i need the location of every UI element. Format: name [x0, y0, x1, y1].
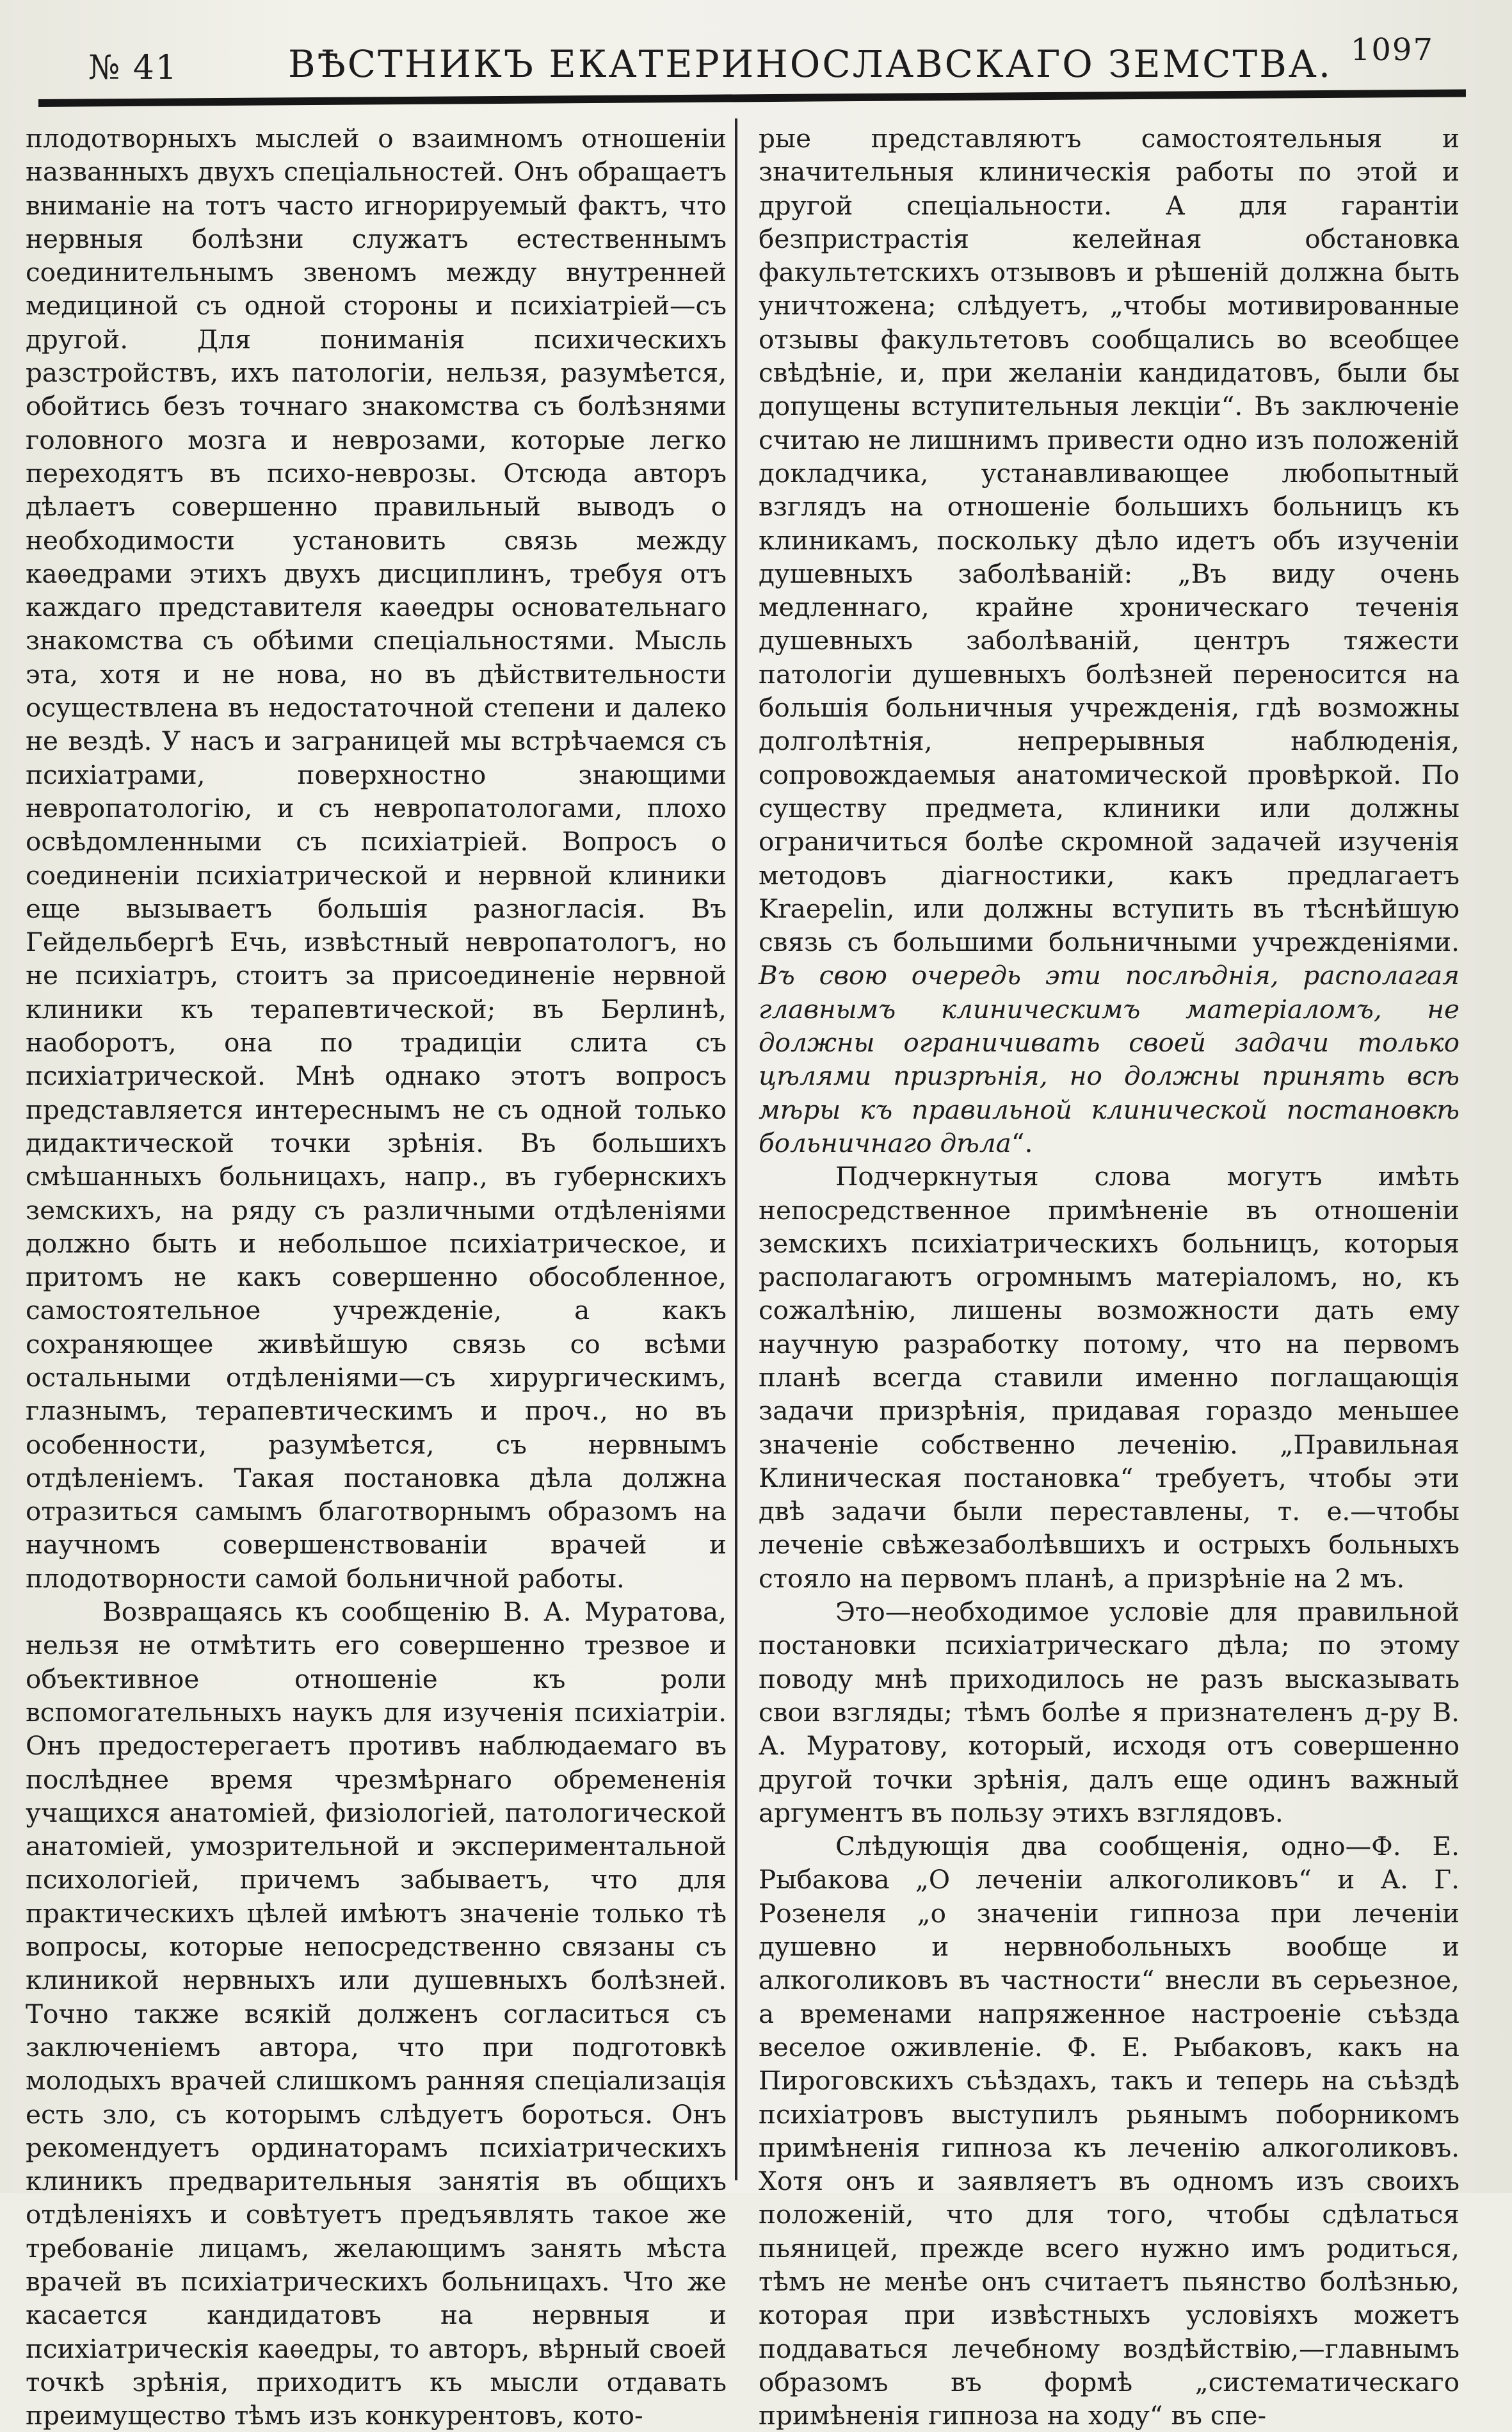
- right-paragraph-1: [759, 122, 1460, 1160]
- column-divider: [735, 118, 737, 2180]
- header-rule: [38, 89, 1466, 107]
- page-header: [77, 19, 1440, 90]
- right-column: [759, 122, 1460, 2431]
- issue-number: № 41: [88, 49, 178, 87]
- left-column: [26, 122, 727, 2431]
- left-paragraph-1: плодотворныхъ мыслей о взаимномъ отношеніи названныхъ двухъ спеціальностей. Онъ обращаетъ вниманіе на тотъ часто игнорируемый фактъ, что нервныя болѣзни служатъ естественнымъ соединительнымъ звеномъ между внутренней медициной съ одной стороны и психіатріей—съ другой. Для пониманія психическихъ разстройствъ, ихъ патологіи, нельзя, разумѣется, обойтись безъ точнаго знакомства съ болѣзнями головного мозга и неврозами, которые легко переходятъ въ психо-неврозы. Отсюда авторъ дѣлаетъ совершенно правильный выводъ о необходимости установить связь между каѳедрами этихъ двухъ дисциплинъ, требуя отъ каждаго представителя каѳедры основательнаго знакомства съ обѣими спеціальностями. Мысль эта, хотя и не нова, но въ дѣйствительности осуществлена въ недостаточной степени и далеко не вездѣ. У насъ и заграницей мы встрѣчаемся съ психіатрами, поверхностно знающими невропатологію, и съ невропатологами, плохо освѣдомленными съ психіатріей. Вопросъ о соединеніи психіатрической и нервной клиники еще вызываетъ большія разногласія. Въ Гейдельбергѣ Ечь, извѣстный невропатологъ, но не психіатръ, стоитъ за присоединеніе нервной клиники къ терапевтической; въ Берлинѣ, наоборотъ, она по традиціи слита съ психіатрической. Мнѣ однако этотъ вопросъ представляется интереснымъ не съ одной только дидактической точки зрѣнія. Въ большихъ смѣшанныхъ больницахъ, напр., въ губернскихъ земскихъ, на ряду съ различными отдѣленіями должно быть и небольшое психіатрическое, и притомъ не какъ совершенно обособленное, самостоятельное учрежденіе, а какъ сохраняющее живѣйшую связь со всѣми остальными отдѣленіями—съ хирургическимъ, глазнымъ, терапевтическимъ и проч., но въ особенности, разумѣется, съ нервнымъ отдѣленіемъ. Такая постановка дѣла должна отразиться самымъ благотворнымъ образомъ на научномъ совершенствованіи врачей и плодотворности самой больничной работы.: [26, 123, 727, 1594]
- page-number: 1097: [1350, 32, 1434, 68]
- right-paragraph-3: Это—необходимое условіе для правильной постановки психіатрическаго дѣла; по этому поводу мнѣ приходилось не разъ высказывать свои взгляды; тѣмъ болѣе я признателенъ д-ру В. А. Муратову, который, исходя отъ совершенно другой точки зрѣнія, далъ еще одинъ важный аргументъ въ пользу этихъ взглядовъ.: [759, 1596, 1460, 1828]
- quote-close: “.: [1011, 1127, 1033, 1158]
- emphasized-quote: Въ свою очередь эти послѣднія, располагая главнымъ клиническимъ матеріаломъ, не должны ограничивать своей задачи только цѣлями призрѣнія, но должны принять всѣ мѣры къ правильной клинической постановкѣ больничнаго дѣла: [759, 960, 1460, 1158]
- journal-title: ВѢСТНИКЪ ЕКАТЕРИНОСЛАВСКАГО ЗЕМСТВА.: [288, 42, 1333, 86]
- left-paragraph-2: Возвращаясь къ сообщенію В. А. Муратова, нельзя не отмѣтить его совершенно трезвое и объективное отношеніе къ роли вспомогательныхъ наукъ для изученія психіатріи. Онъ предостерегаетъ противъ наблюдаемаго въ послѣднее время чрезмѣрнаго обремененія учащихся анатоміей, физіологіей, патологической анатоміей, умозрительной и экспериментальной психологіей, причемъ забываетъ, что для практическихъ цѣлей имѣютъ значеніе только тѣ вопросы, которые непосредственно связаны съ клиникой нервныхъ или душевныхъ болѣзней. Точно также всякій долженъ согласиться съ заключеніемъ автора, что при подготовкѣ молодыхъ врачей слишкомъ ранняя спеціализація есть зло, съ которымъ слѣдуетъ бороться. Онъ рекомендуетъ ординаторамъ психіатрическихъ клиникъ предварительныя занятія въ общихъ отдѣленіяхъ и совѣтуетъ предъявлять такое же требованіе лицамъ, желающимъ занять мѣста врачей въ психіатрическихъ больницахъ. Что же касается кандидатовъ на нервныя и психіатрическія каѳедры, то авторъ, вѣрный своей точкѣ зрѣнія, приходитъ къ мысли отдавать преимущество тѣмъ изъ конкурентовъ, кото-: [26, 1596, 727, 2431]
- right-paragraph-2: Подчеркнутыя слова могутъ имѣть непосредственное примѣненіе въ отношеніи земскихъ психіатрическихъ больницъ, которыя располагаютъ огромнымъ матеріаломъ, но, къ сожалѣнію, лишены возможности дать ему научную разработку потому, что на первомъ планѣ всегда ставили именно поглащающія задачи призрѣнія, придавая гораздо меньшее значеніе собственно леченію. „Правильная Клиническая постановка“ требуетъ, чтобы эти двѣ задачи были переставлены, т. е.—чтобы леченіе свѣжезаболѣвшихъ и острыхъ больныхъ стояло на первомъ планѣ, а призрѣніе на 2 мъ.: [759, 1161, 1460, 1594]
- right-paragraph-4: Слѣдующія два сообщенія, одно—Ф. Е. Рыбакова „О леченіи алкоголиковъ“ и А. Г. Розенеля „о значеніи гипноза при леченіи душевно и нервнобольныхъ вообще и алкоголиковъ въ частности“ внесли въ серьезное, а временами напряженное настроеніе съѣзда веселое оживленіе. Ф. Е. Рыбаковъ, какъ на Пироговскихъ съѣздахъ, такъ и теперь на съѣздѣ психіатровъ выступилъ рьянымъ поборникомъ примѣненія гипноза къ леченію алкоголиковъ. Хотя онъ и заявляетъ въ одномъ изъ своихъ положеній, что для того, чтобы сдѣлаться пьяницей, прежде всего нужно имъ родиться, тѣмъ не менѣе онъ считаетъ пьянство болѣзнью, которая при извѣстныхъ условіяхъ можетъ поддаваться лечебному воздѣйствію,—главнымъ образомъ въ формѣ „систематическаго примѣненія гипноза на ходу“ въ спе-: [759, 1831, 1460, 2431]
- right-paragraph-1-text: рые представляютъ самостоятельныя и значительныя клиническія работы по этой и другой спеціальности. А для гарантіи безпристрастія келейная обстановка факультетскихъ отзывовъ и рѣшеній должна быть уничтожена; слѣдуетъ, „чтобы мотивированные отзывы факультетовъ сообщались во всеобщее свѣдѣніе, и, при желаніи кандидатовъ, были бы допущены вступительныя лекціи“. Въ заключеніе считаю не лишнимъ привести одно изъ положеній докладчика, устанавливающее любопытный взглядъ на отношеніе большихъ больницъ къ клиникамъ, поскольку дѣло идетъ объ изученіи душевныхъ заболѣваній: „Въ виду очень медленнаго, крайне хроническаго теченія душевныхъ заболѣваній, центръ тяжести патологіи душевныхъ болѣзней переносится на большія больничныя учрежденія, гдѣ возможны долголѣтнія, непрерывныя наблюденія, сопровождаемыя анатомической провѣркой. По существу предмета, клиники или должны ограничиться болѣе скромной задачей изученія методовъ діагностики, какъ предлагаетъ Kraepelin, или должны вступить въ тѣснѣйшую связь съ большими больничными учрежденіями.: [759, 123, 1460, 958]
